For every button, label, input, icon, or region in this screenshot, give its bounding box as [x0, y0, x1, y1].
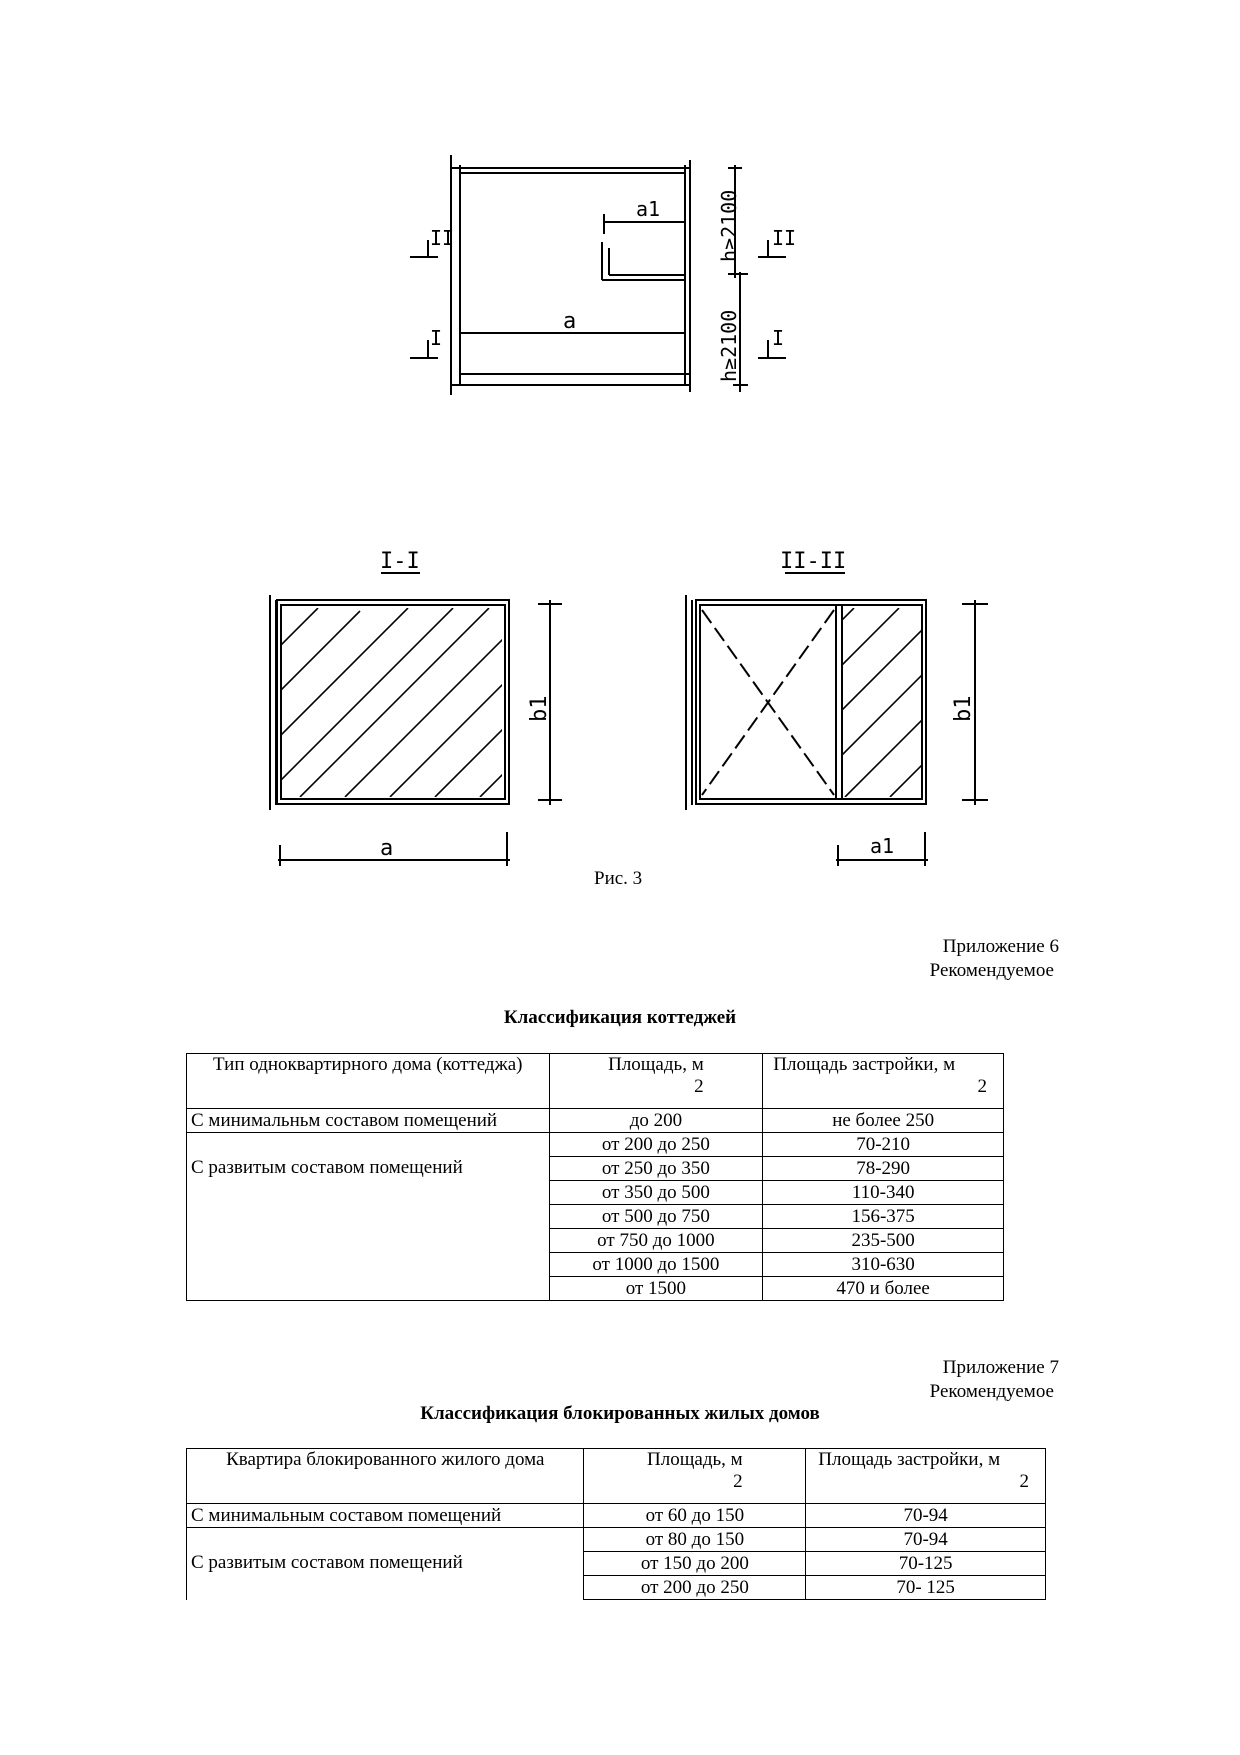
cottage-table: [186, 1053, 1004, 1301]
table-header-row: [187, 1449, 1046, 1504]
header-footprint: Площадь застройки, м 2: [806, 1449, 1046, 1504]
table-row: [187, 1133, 1004, 1157]
row-area: от 60 до 150: [584, 1504, 806, 1528]
table-row: [187, 1109, 1004, 1133]
plan-dim-h-bottom: h≥2100: [717, 309, 741, 382]
row-footprint: 70-210: [763, 1133, 1004, 1157]
appendix6-status: Рекомендуемое: [929, 960, 1054, 981]
row-footprint: 70-94: [806, 1528, 1046, 1552]
section2-dim-b1: b1: [951, 695, 976, 722]
row-type: С минимальньм составом помещений: [187, 1109, 550, 1133]
appendix6-label: Приложение 6: [942, 936, 1059, 957]
row-type: С минимальным составом помещений: [187, 1504, 584, 1528]
row-area: от 1500: [549, 1277, 763, 1301]
section1-dim-b1: b1: [527, 695, 552, 722]
plan-dim-a: a: [563, 309, 577, 334]
row-area: от 250 до 350: [549, 1157, 763, 1181]
header-footprint: Площадь застройки, м 2: [763, 1054, 1004, 1109]
header-type: Квартира блокированного жилого дома: [187, 1449, 584, 1504]
appendix7-label: Приложение 7: [942, 1357, 1059, 1378]
row-area: от 750 до 1000: [549, 1229, 763, 1253]
sections-drawing: [0, 540, 1240, 870]
row-area: до 200: [549, 1109, 763, 1133]
table-row: [187, 1528, 1046, 1552]
row-area: от 200 до 250: [584, 1576, 806, 1600]
row-area: от 150 до 200: [584, 1552, 806, 1576]
header-area: Площадь, м 2: [549, 1054, 763, 1109]
appendix7-title: Классификация блокированных жилых домов: [420, 1403, 820, 1424]
appendix7-header: [930, 1356, 1059, 1404]
plan-drawing: [0, 0, 1240, 440]
row-area: от 80 до 150: [584, 1528, 806, 1552]
plan-dim-h-top: h≥2100: [717, 189, 741, 262]
figure-caption: Рис. 3: [594, 868, 643, 889]
header-type: Тип одноквартирного дома (коттеджа): [187, 1054, 550, 1109]
blocked-houses-table: [186, 1448, 1046, 1600]
row-footprint: 70-94: [806, 1504, 1046, 1528]
header-area: Площадь, м 2: [584, 1449, 806, 1504]
table-row: [187, 1504, 1046, 1528]
section1-dim-a: a: [380, 836, 394, 861]
row-footprint: 70-125: [806, 1552, 1046, 1576]
row-type-developed: С развитым составом помещений: [187, 1133, 550, 1301]
plan-cut-ii-right: II: [772, 226, 797, 250]
plan-cut-i-left: I: [430, 326, 443, 350]
plan-cut-ii-left: II: [430, 226, 455, 250]
appendix6-title: Классификация коттеджей: [503, 1007, 737, 1028]
appendix6-header: [930, 935, 1059, 983]
section2-dim-a1: a1: [870, 834, 895, 858]
row-type-developed: С развитым составом помещений: [187, 1528, 584, 1600]
row-area: от 350 до 500: [549, 1181, 763, 1205]
row-footprint: 110-340: [763, 1181, 1004, 1205]
row-area: от 200 до 250: [549, 1133, 763, 1157]
appendix7-status: Рекомендуемое: [929, 1381, 1054, 1402]
row-area: от 1000 до 1500: [549, 1253, 763, 1277]
table-header-row: [187, 1054, 1004, 1109]
row-footprint: 156-375: [763, 1205, 1004, 1229]
row-footprint: 470 и более: [763, 1277, 1004, 1301]
section2-title: II-II: [780, 549, 847, 574]
row-footprint: 310-630: [763, 1253, 1004, 1277]
section1-title: I-I: [380, 549, 420, 574]
row-footprint: 70- 125: [806, 1576, 1046, 1600]
plan-dim-a1: a1: [636, 197, 661, 221]
plan-cut-i-right: I: [772, 326, 785, 350]
row-footprint: 235-500: [763, 1229, 1004, 1253]
row-area: от 500 до 750: [549, 1205, 763, 1229]
row-footprint: 78-290: [763, 1157, 1004, 1181]
row-footprint: не более 250: [763, 1109, 1004, 1133]
